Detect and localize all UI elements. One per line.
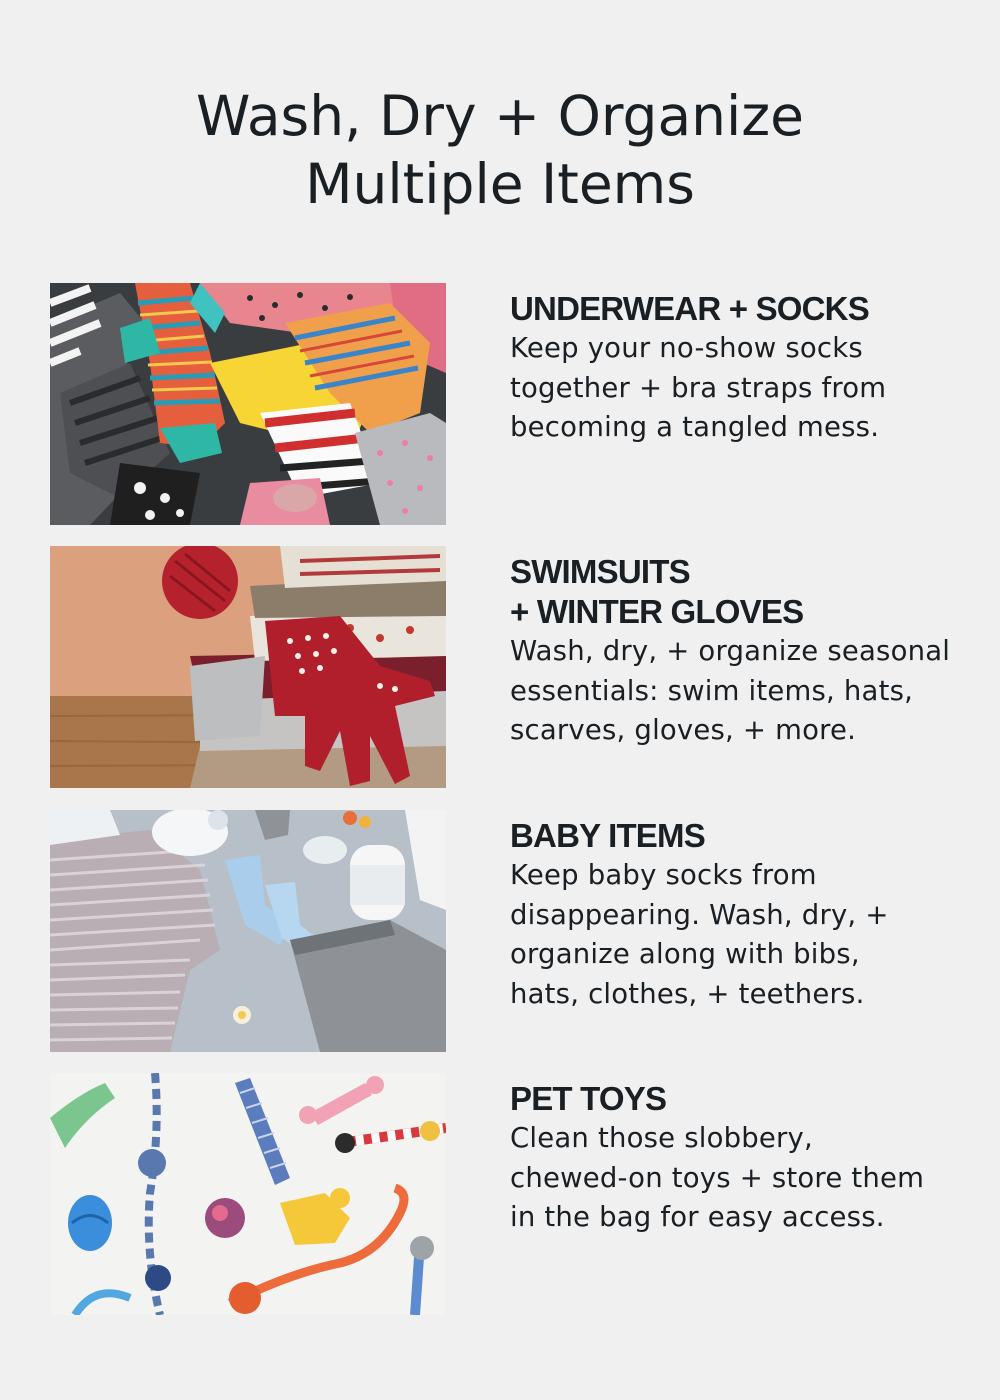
page-title-line-2: Multiple Items (305, 152, 695, 216)
item-description (510, 632, 960, 751)
description-line: chewed-on toys + store them (510, 1161, 925, 1194)
item-heading (510, 289, 960, 329)
description-line: essentials: swim items, hats, (510, 674, 914, 707)
item-description (510, 1119, 960, 1238)
swimsuits-winter-gloves-text (510, 552, 960, 751)
description-line: Keep baby socks from (510, 859, 817, 891)
description-line: organize along with bibs, (510, 938, 860, 970)
underwear-socks-text (510, 289, 960, 448)
page-title (0, 82, 1000, 218)
baby-items-text (510, 816, 960, 1014)
baby-items-photo (50, 810, 446, 1052)
page-title-line-1: Wash, Dry + Organize (195, 84, 804, 148)
description-line: scarves, gloves, + more. (510, 714, 857, 746)
item-heading (510, 1079, 960, 1119)
item-pet-toys (50, 1073, 950, 1315)
item-description (510, 329, 960, 448)
description-line: hats, clothes, + teethers. (510, 977, 865, 1010)
winter-gloves-photo (50, 546, 446, 788)
description-line: Wash, dry, + organize seasonal (510, 635, 951, 667)
heading-line: PET TOYS (510, 1080, 667, 1117)
item-heading (510, 816, 960, 856)
heading-line: UNDERWEAR + SOCKS (510, 290, 869, 327)
description-line: Clean those slobbery, (510, 1122, 813, 1154)
item-heading (510, 552, 960, 632)
pet-toys-text (510, 1079, 960, 1238)
heading-line: + WINTER GLOVES (510, 593, 804, 630)
item-underwear-socks (50, 283, 950, 525)
description-line: together + bra straps from (510, 371, 887, 404)
description-line: becoming a tangled mess. (510, 411, 880, 443)
description-line: Keep your no-show socks (510, 332, 863, 364)
heading-line: SWIMSUITS (510, 553, 690, 590)
description-line: disappearing. Wash, dry, + (510, 898, 889, 931)
item-swimsuits-winter-gloves (50, 546, 950, 788)
item-baby-items (50, 810, 950, 1052)
pet-toys-photo (50, 1073, 446, 1315)
socks-photo (50, 283, 446, 525)
description-line: in the bag for easy access. (510, 1201, 885, 1233)
heading-line: BABY ITEMS (510, 817, 705, 854)
item-description (510, 856, 960, 1014)
